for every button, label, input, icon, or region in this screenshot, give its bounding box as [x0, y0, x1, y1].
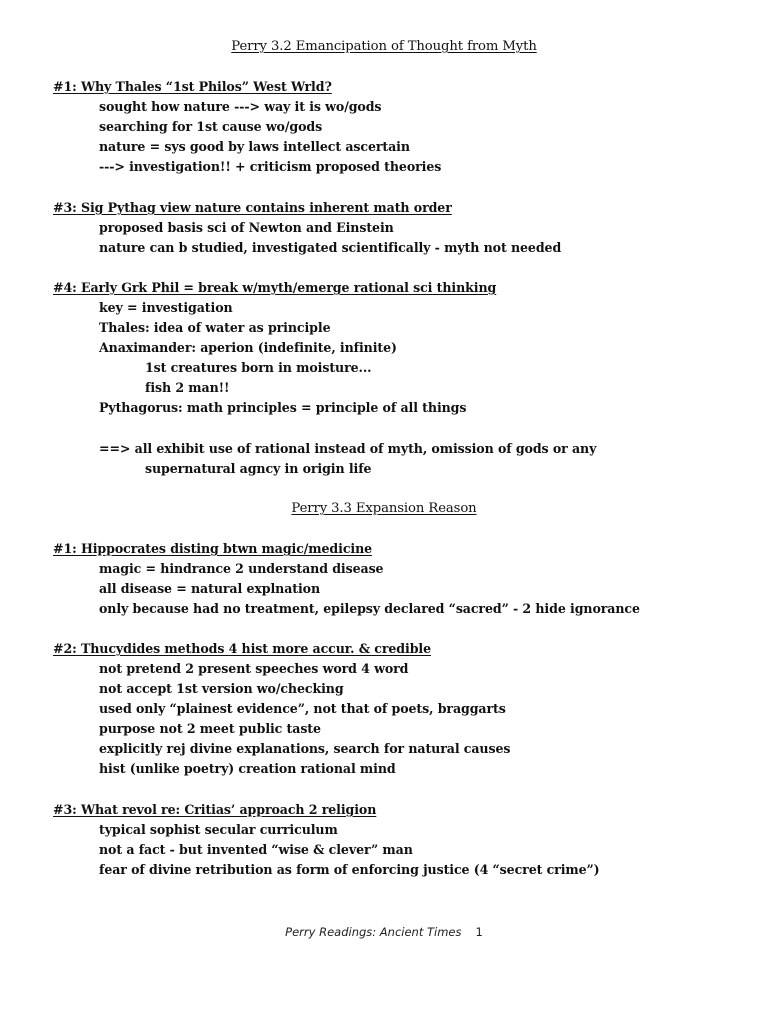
note-line: not pretend 2 present speeches word 4 word: [99, 661, 409, 676]
note-line: nature = sys good by laws intellect ascertain: [99, 139, 410, 154]
question-heading: #1: Why Thales “1st Philos” West Wrld?: [53, 79, 332, 94]
question-heading: #4: Early Grk Phil = break w/myth/emerge rational sci thinking: [53, 280, 497, 295]
note-line: Thales: idea of water as principle: [99, 320, 331, 335]
note-line: sought how nature ---> way it is wo/gods: [99, 99, 382, 114]
section-title: Perry 3.2 Emancipation of Thought from Myth: [231, 39, 537, 54]
note-subline: supernatural agncy in origin life: [145, 461, 372, 476]
note-line: explicitly rej divine explanations, search for natural causes: [99, 741, 511, 756]
note-line: purpose not 2 meet public taste: [99, 721, 321, 736]
note-line: typical sophist secular curriculum: [99, 822, 338, 837]
question-heading: #3: Sig Pythag view nature contains inherent math order: [53, 200, 452, 215]
note-line: fear of divine retribution as form of enforcing justice (4 “secret crime”): [99, 862, 600, 877]
note-line: nature can b studied, investigated scientifically - myth not needed: [99, 240, 562, 255]
page-footer: [0, 922, 768, 942]
note-line: Anaximander: aperion (indefinite, infinite): [99, 340, 397, 355]
note-line: only because had no treatment, epilepsy declared “sacred” - 2 hide ignorance: [99, 601, 640, 616]
note-line: ---> investigation!! + criticism proposed theories: [99, 159, 442, 174]
note-line: not accept 1st version wo/checking: [99, 681, 344, 696]
footer-text: Perry Readings: Ancient Times: [285, 925, 462, 939]
note-line: magic = hindrance 2 understand disease: [99, 561, 384, 576]
question-heading: #2: Thucydides methods 4 hist more accur. & credible: [53, 641, 431, 656]
note-line: proposed basis sci of Newton and Einstein: [99, 220, 394, 235]
page-number: 1: [475, 925, 483, 939]
note-line: used only “plainest evidence”, not that of poets, braggarts: [99, 701, 506, 716]
note-line: all disease = natural explnation: [99, 581, 321, 596]
note-line: key = investigation: [99, 300, 233, 315]
note-line: hist (unlike poetry) creation rational mind: [99, 761, 396, 776]
question-heading: #3: What revol re: Critias’ approach 2 religion: [53, 802, 377, 817]
note-line: Pythagorus: math principles = principle of all things: [99, 400, 467, 415]
note-line: not a fact - but invented “wise & clever” man: [99, 842, 413, 857]
note-subline: 1st creatures born in moisture...: [145, 360, 372, 375]
note-subline: fish 2 man!!: [145, 380, 230, 395]
note-line: ==> all exhibit use of rational instead of myth, omission of gods or any: [99, 441, 597, 456]
question-heading: #1: Hippocrates disting btwn magic/medicine: [53, 541, 373, 556]
section-title: Perry 3.3 Expansion Reason: [291, 501, 477, 516]
note-line: searching for 1st cause wo/gods: [99, 119, 323, 134]
